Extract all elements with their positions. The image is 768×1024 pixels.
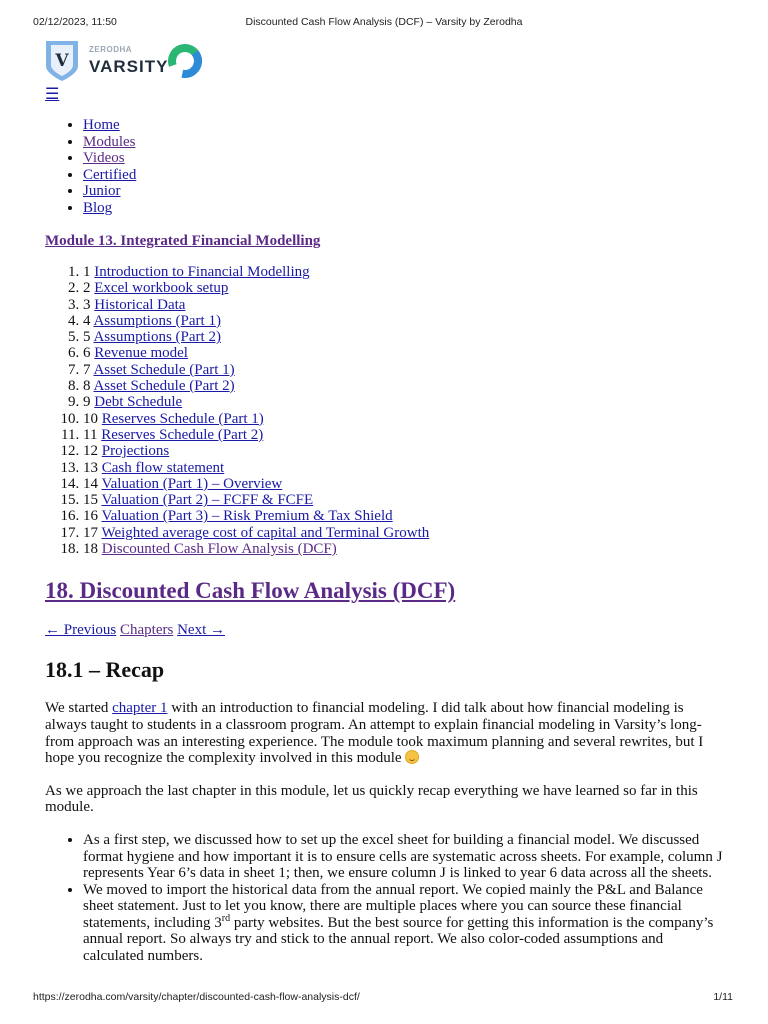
shield-letter: V bbox=[55, 51, 69, 71]
nav-link-videos[interactable]: Videos bbox=[83, 150, 125, 166]
nav-link-home[interactable]: Home bbox=[83, 117, 120, 133]
recap-bullet-1: • As a first step, we discussed how to set up the excel sheet for building a financial model. We discussed format hygiene and how important it is to ensure cells are systematic across sheets. For example, column J represents Year 6’s data in sheet 1; then, we ensure column J is linked to year 6 data across all the sheets. bbox=[83, 832, 725, 882]
previous-link[interactable]: ← Previous bbox=[45, 622, 117, 639]
chapter-link[interactable]: Debt Schedule bbox=[94, 394, 183, 411]
chapter-link[interactable]: Valuation (Part 1) – Overview bbox=[101, 475, 283, 492]
print-url: https://zerodha.com/varsity/chapter/discounted-cash-flow-analysis-dcf/ bbox=[33, 991, 360, 1003]
chapter-number: 15 bbox=[83, 492, 98, 509]
nav-link-blog[interactable]: Blog bbox=[83, 199, 113, 216]
chapter-item bbox=[83, 378, 725, 394]
chapter-number: 9 bbox=[83, 394, 91, 411]
chapter-link[interactable]: Asset Schedule (Part 1) bbox=[93, 361, 235, 378]
chapter-link[interactable]: Assumptions (Part 1) bbox=[93, 312, 221, 329]
chapter-item bbox=[83, 394, 725, 410]
nav-item-videos bbox=[83, 150, 725, 167]
chapter-number: 16 bbox=[83, 508, 98, 525]
chapter-heading bbox=[45, 577, 725, 605]
chapter-item bbox=[83, 411, 725, 427]
chapter-number: 12 bbox=[83, 443, 98, 460]
chapter-item bbox=[83, 476, 725, 492]
chapter-item bbox=[83, 508, 725, 524]
nav-item-junior bbox=[83, 183, 725, 200]
chapter-number: 10 bbox=[83, 410, 98, 427]
nav-item-modules bbox=[83, 134, 725, 151]
chapter-link[interactable]: Valuation (Part 2) – FCFF & FCFE bbox=[101, 492, 314, 509]
section-heading: 18.1 – Recap bbox=[45, 657, 165, 683]
print-footer bbox=[33, 991, 735, 1005]
chapter-link[interactable]: Revenue model bbox=[94, 345, 188, 362]
chapter-item bbox=[83, 297, 725, 313]
menu-toggle-icon[interactable]: ☰ bbox=[45, 86, 60, 103]
chapter-number: 13 bbox=[83, 459, 98, 476]
varsity-ring-icon bbox=[167, 43, 203, 79]
print-datetime: 02/12/2023, 11:50 bbox=[33, 16, 117, 28]
recap-list bbox=[45, 832, 725, 965]
chapter-number: 3 bbox=[83, 296, 91, 313]
module-title bbox=[45, 233, 725, 249]
chapter-item bbox=[83, 443, 725, 459]
print-page-number: 1/11 bbox=[713, 991, 733, 1003]
chapter-number: 11 bbox=[83, 426, 98, 443]
chapter-link[interactable]: Reserves Schedule (Part 1) bbox=[101, 410, 264, 427]
nav-item-blog bbox=[83, 200, 725, 217]
chapter-link[interactable]: Introduction to Financial Modelling bbox=[94, 264, 310, 280]
logo-wordmark bbox=[89, 40, 209, 82]
chapter-heading-link[interactable]: 18. Discounted Cash Flow Analysis (DCF) bbox=[45, 578, 456, 604]
varsity-shield-icon bbox=[45, 40, 79, 82]
chapter-link[interactable]: Asset Schedule (Part 2) bbox=[93, 378, 235, 395]
recap-bullet-2 bbox=[83, 882, 725, 965]
chapter-pager bbox=[45, 621, 725, 639]
chapter-link[interactable]: Cash flow statement bbox=[101, 459, 225, 476]
nav-link-modules[interactable]: Modules bbox=[83, 133, 136, 150]
chapter-item bbox=[83, 329, 725, 345]
chapter-number: 17 bbox=[83, 524, 98, 541]
chapter-number: 5 bbox=[83, 329, 91, 346]
print-header bbox=[33, 16, 735, 32]
chapter-link[interactable]: Projections bbox=[101, 443, 170, 460]
chapter-link[interactable]: Reserves Schedule (Part 2) bbox=[101, 426, 264, 443]
nav-item-certified bbox=[83, 167, 725, 184]
chapter-item bbox=[83, 525, 725, 541]
chapter-link[interactable]: Assumptions (Part 2) bbox=[93, 329, 221, 346]
nav-link-certified[interactable]: Certified bbox=[83, 166, 137, 183]
ordinal-suffix: rd bbox=[221, 912, 231, 924]
next-link[interactable]: Next → bbox=[177, 622, 225, 639]
logo-zerodha: ZERODHA bbox=[89, 45, 133, 54]
chapter-item bbox=[83, 492, 725, 508]
chapter-link[interactable]: Historical Data bbox=[94, 296, 186, 313]
chapter-item bbox=[83, 280, 725, 296]
chapter-item bbox=[83, 460, 725, 476]
site-logo[interactable] bbox=[45, 40, 725, 86]
print-doc-title: Discounted Cash Flow Analysis (DCF) – Varsity by Zerodha bbox=[245, 16, 523, 28]
recap-paragraph-2: As we approach the last chapter in this module, let us quickly recap everything we have learned so far in this module. bbox=[45, 782, 698, 816]
bullet2-text-start: We moved to import the historical data from the annual report. We copied mainly the P&L and Balance sheet statement. Just to let you know, there are multiple places where you can source these financial statements, including 3 bbox=[83, 881, 703, 931]
nav-link-junior[interactable]: Junior bbox=[83, 183, 121, 199]
chapter-number: 6 bbox=[83, 345, 91, 362]
chapter-link[interactable]: Weighted average cost of capital and Terminal Growth bbox=[101, 524, 430, 541]
logo-varsity: VARSITY bbox=[89, 57, 169, 76]
chapter-list bbox=[45, 264, 725, 557]
chapter-number: 2 bbox=[83, 280, 91, 297]
chapter-item bbox=[83, 313, 725, 329]
recap-paragraph-1 bbox=[45, 700, 725, 766]
chapter-number: 14 bbox=[83, 475, 98, 492]
chapter-link[interactable]: Valuation (Part 3) – Risk Premium & Tax Shield bbox=[101, 508, 393, 525]
chapter-item bbox=[83, 345, 725, 361]
page-content bbox=[45, 40, 725, 965]
para1-text-end: with an introduction to financial modeling. I did talk about how financial modeling is always taught to students in a classroom program. An attempt to explain financial modeling in Varsity’s long-from approach was an interesting experience. The module took maximum planning and several rewrites, but I hope you recognize the complexity involved in this module bbox=[45, 700, 704, 767]
chapter-item bbox=[83, 427, 725, 443]
chapter-item bbox=[83, 362, 725, 378]
chapter-number: 7 bbox=[83, 361, 91, 378]
chapter-1-link[interactable]: chapter 1 bbox=[112, 700, 168, 717]
chapter-number: 1 bbox=[83, 264, 91, 280]
chapter-number: 8 bbox=[83, 378, 91, 395]
chapter-link-current[interactable]: Discounted Cash Flow Analysis (DCF) bbox=[101, 541, 337, 558]
smiling-face-icon bbox=[405, 750, 419, 764]
chapters-link[interactable]: Chapters bbox=[120, 622, 174, 639]
main-nav bbox=[45, 117, 725, 216]
module-title-link[interactable]: Module 13. Integrated Financial Modelling bbox=[45, 233, 321, 249]
para1-text-start: We started bbox=[45, 700, 113, 717]
nav-item-home bbox=[83, 117, 725, 134]
chapter-item-current bbox=[83, 541, 725, 557]
bullet2-text-end: party websites. But the best source for getting this information is the company’s annual report. So always try and stick to the annual report. We also color-coded assumptions and calculated numbers. bbox=[83, 914, 714, 965]
chapter-number: 4 bbox=[83, 312, 91, 329]
chapter-item bbox=[83, 264, 725, 280]
chapter-link[interactable]: Excel workbook setup bbox=[94, 280, 229, 297]
chapter-number: 18 bbox=[83, 541, 98, 558]
